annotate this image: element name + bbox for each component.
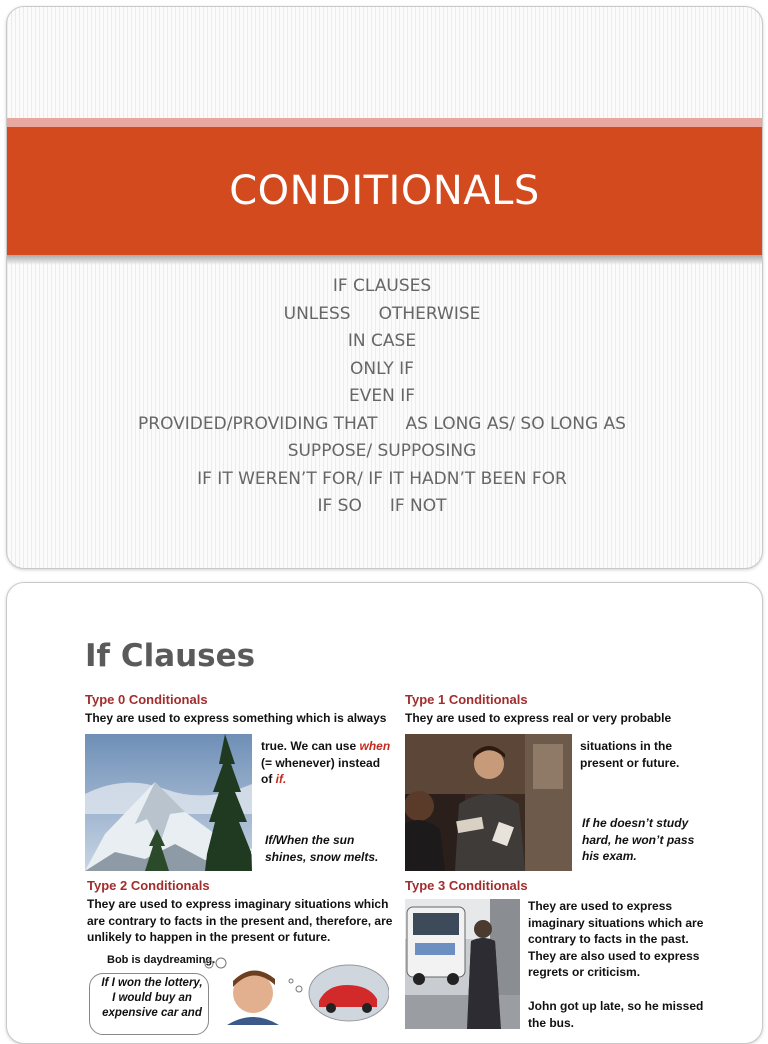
example-line: John got up late, so he missed bbox=[528, 999, 704, 1013]
topic-item: AS LONG AS/ SO LONG AS bbox=[405, 413, 626, 434]
text-fragment: hard, bbox=[582, 832, 612, 847]
text-fragment: true. We can use bbox=[261, 739, 360, 753]
students-studying-image bbox=[405, 734, 572, 871]
topic-line bbox=[117, 358, 647, 381]
type1-panel bbox=[405, 692, 715, 727]
text-fragment: of bbox=[261, 772, 276, 786]
text-fragment: doesn’t study bbox=[610, 816, 689, 830]
text-fragment: If bbox=[582, 816, 590, 830]
type2-heading: Type 2 Conditionals bbox=[87, 878, 210, 893]
type0-panel bbox=[85, 692, 395, 727]
text-fragment: shines, bbox=[265, 849, 307, 864]
topic-list bbox=[117, 275, 647, 523]
example-line bbox=[265, 849, 405, 866]
type3-line: contrary to facts in the past. bbox=[528, 932, 689, 946]
topic-item: IF NOT bbox=[389, 496, 447, 516]
topic-item: SUPPOSE/ SUPPOSING bbox=[287, 441, 477, 461]
topic-item: IF SO bbox=[317, 496, 362, 516]
text-fragment: won’t pass bbox=[632, 832, 695, 847]
type1-line: situations in the bbox=[580, 739, 673, 753]
text-fragment: snow bbox=[306, 849, 344, 864]
type0-line bbox=[261, 771, 401, 788]
type0-text bbox=[261, 738, 401, 788]
type3-line: imaginary situations which are bbox=[528, 915, 704, 930]
title-banner bbox=[7, 127, 762, 255]
snowy-mountain-image bbox=[85, 734, 252, 871]
type1-example bbox=[582, 815, 712, 865]
text-fragment: the sun bbox=[308, 833, 355, 847]
bubble-line bbox=[97, 991, 207, 1006]
type1-heading: Type 1 Conditionals bbox=[405, 692, 528, 707]
type0-example bbox=[265, 832, 405, 865]
type1-line: present or future. bbox=[580, 755, 680, 770]
type3-line: They are also used to express bbox=[528, 948, 700, 963]
caption-text: Bob is daydreaming. bbox=[107, 954, 216, 966]
type3-heading: Type 3 Conditionals bbox=[405, 878, 528, 893]
topic-line bbox=[117, 275, 647, 298]
banner-shadow bbox=[7, 255, 762, 265]
type0-line: They are used to express something which is always bbox=[85, 711, 387, 725]
topic-item: ONLY IF bbox=[350, 358, 414, 379]
accent-stripe bbox=[7, 118, 762, 127]
topic-item: UNLESS bbox=[283, 303, 351, 324]
text-fragment: I bbox=[112, 992, 119, 1004]
text-fragment: the lottery, bbox=[141, 977, 203, 989]
type0-line bbox=[261, 738, 401, 755]
slide-title: If Clauses bbox=[85, 638, 256, 674]
text-fragment: melts. bbox=[343, 849, 379, 864]
text-fragment: won bbox=[118, 977, 142, 989]
topic-item: EVEN IF bbox=[348, 386, 416, 406]
example-line bbox=[582, 815, 712, 832]
type0-line: (= whenever) instead bbox=[261, 755, 381, 770]
type2-line: They are used to express imaginary situations which bbox=[87, 897, 389, 911]
type2-panel bbox=[87, 878, 397, 946]
text-fragment: an bbox=[175, 992, 192, 1004]
text-fragment: If/When bbox=[265, 833, 309, 847]
topic-line bbox=[117, 385, 647, 408]
text-fragment: he bbox=[611, 832, 633, 847]
type3-line: regrets or criticism. bbox=[528, 965, 641, 979]
keyword-if: if. bbox=[275, 772, 287, 786]
example-line bbox=[265, 832, 405, 849]
topic-line bbox=[117, 495, 647, 518]
slide-title: CONDITIONALS bbox=[229, 168, 540, 214]
topic-item: IF CLAUSES bbox=[332, 276, 432, 296]
slide-conditionals-title bbox=[6, 6, 763, 569]
thought-bubble-text bbox=[97, 976, 207, 1021]
topic-item: OTHERWISE bbox=[378, 303, 481, 324]
type3-line: They are used to express bbox=[528, 899, 673, 913]
bubble-line bbox=[97, 976, 207, 991]
bubble-line: expensive car and bbox=[102, 1007, 202, 1019]
daydream-illustration bbox=[219, 963, 389, 1025]
missed-bus-image bbox=[405, 899, 520, 1029]
type3-example bbox=[528, 998, 713, 1031]
topic-item: IN CASE bbox=[347, 331, 417, 351]
topic-line bbox=[117, 413, 647, 436]
example-line bbox=[582, 832, 712, 849]
topic-item: PROVIDED/PROVIDING THAT bbox=[138, 413, 378, 434]
example-line: his exam. bbox=[582, 849, 637, 863]
type2-line: are contrary to facts in the present and, therefore, are bbox=[87, 913, 393, 928]
topic-line bbox=[117, 440, 647, 463]
topic-item: IF IT WEREN’T FOR/ IF IT HADN’T BEEN FOR bbox=[197, 468, 567, 489]
type3-panel bbox=[405, 878, 715, 893]
type0-heading: Type 0 Conditionals bbox=[85, 692, 208, 707]
type1-text bbox=[580, 738, 710, 771]
example-line: the bus. bbox=[528, 1015, 575, 1030]
text-fragment: would buy bbox=[118, 992, 176, 1004]
text-fragment: If I bbox=[101, 977, 119, 989]
type3-text bbox=[528, 898, 713, 981]
topic-line bbox=[117, 330, 647, 353]
type2-line: unlikely to happen in the present or future. bbox=[87, 930, 331, 944]
topic-line bbox=[117, 303, 647, 326]
text-fragment: he bbox=[589, 816, 611, 830]
topic-line bbox=[117, 468, 647, 491]
type1-line: They are used to express real or very probable bbox=[405, 711, 672, 725]
slide-if-clauses bbox=[6, 582, 763, 1044]
keyword-when: when bbox=[359, 739, 391, 753]
